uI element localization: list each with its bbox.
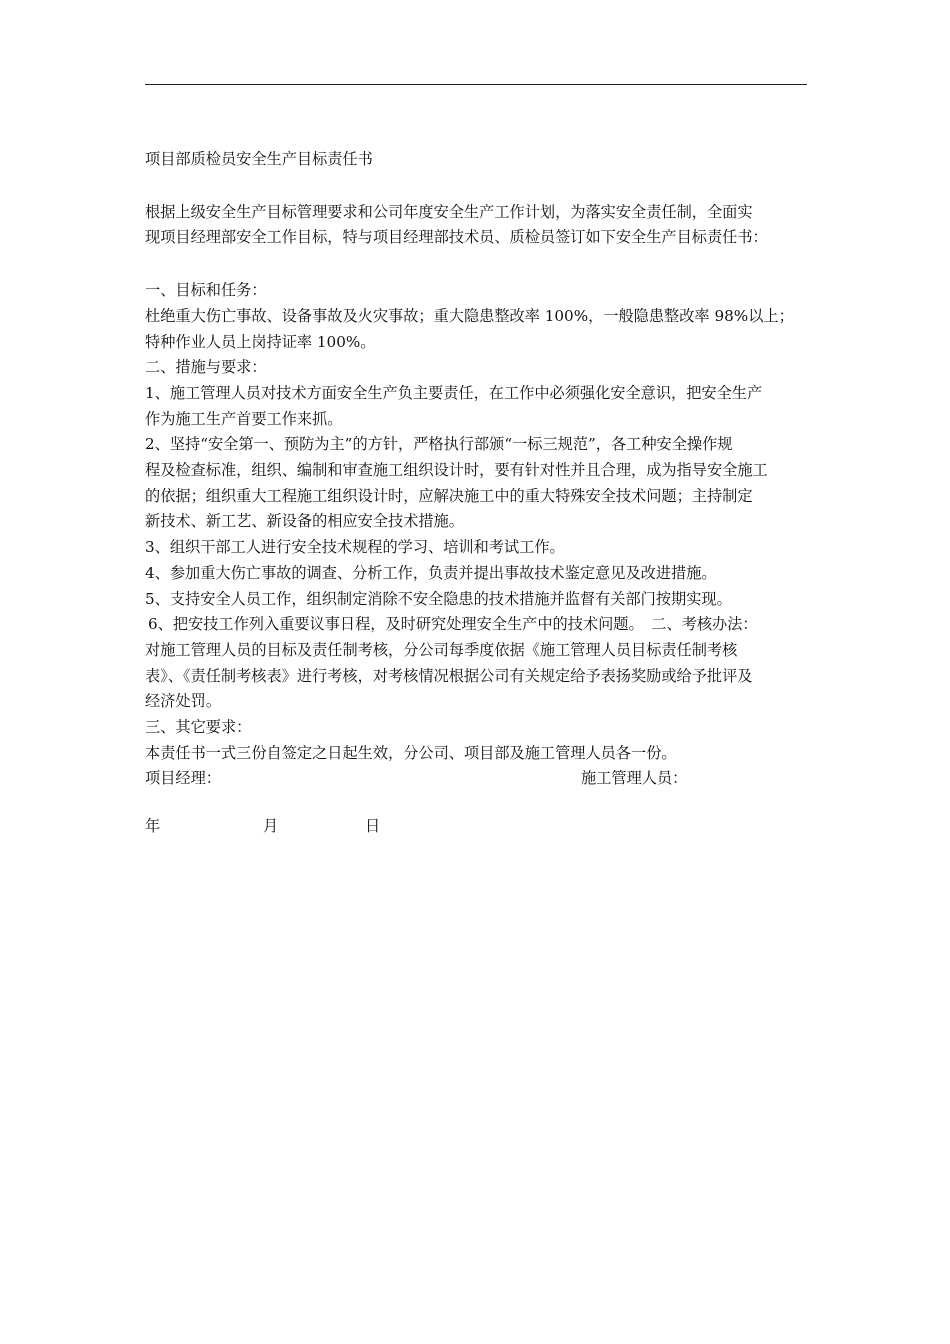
section1-line: 杜绝重大伤亡事故、设备事故及火灾事故；重大隐患整改率 100%，一般隐患整改率 98%以上；	[145, 306, 794, 325]
section1-heading: 一、目标和任务：	[145, 281, 267, 300]
section2-line: 2、坚持“安全第一、预防为主”的方针，严格执行部颁“一标三规范”，各工种安全操作规	[145, 435, 733, 454]
date-month: 月	[263, 817, 279, 836]
signature-project-manager: 项目经理：	[145, 769, 221, 788]
section2-line: 新技术、新工艺、新设备的相应安全技术措施。	[145, 512, 464, 531]
document-body	[145, 147, 813, 840]
intro-line-1: 根据上级安全生产目标管理要求和公司年度安全生产工作计划，为落实安全责任制，全面实	[145, 202, 753, 221]
date-row	[145, 814, 813, 840]
section2-line: 程及检查标准，组织、编制和审查施工组织设计时，要有针对性并且合理，成为指导安全施工	[145, 461, 768, 480]
section2-heading: 二、措施与要求：	[145, 358, 267, 377]
section3-line: 本责任书一式三份自签定之日起生效，分公司、项目部及施工管理人员各一份。	[145, 743, 677, 762]
date-year: 年	[145, 817, 161, 836]
section2-line: 6、把安技工作列入重要议事日程，及时研究处理安全生产中的技术问题。 二、考核办法：	[148, 615, 758, 634]
section1-line: 特种作业人员上岗持证率 100%。	[145, 332, 376, 351]
section2-line: 作为施工生产首要工作来抓。	[145, 409, 343, 428]
section2-line: 经济处罚。	[145, 692, 221, 711]
section2-line: 表》、《责任制考核表》进行考核，对考核情况根据公司有关规定给予表扬奖励或给予批评及	[145, 666, 753, 685]
section2-line: 1、施工管理人员对技术方面安全生产负主要责任，在工作中必须强化安全意识，把安全生产	[145, 383, 763, 402]
signature-row	[145, 766, 813, 792]
section2-line: 4、参加重大伤亡事故的调查、分析工作，负责并提出事故技术鉴定意见及改进措施。	[145, 563, 717, 582]
section2-line: 的依据；组织重大工程施工组织设计时，应解决施工中的重大特殊安全技术问题；主持制定	[145, 486, 753, 505]
section3-heading: 三、其它要求：	[145, 718, 252, 737]
section2-line: 对施工管理人员的目标及责任制考核，分公司每季度依据《施工管理人员目标责任制考核	[145, 640, 738, 659]
date-day: 日	[365, 817, 381, 836]
header-rule	[145, 84, 807, 85]
intro-line-2: 现项目经理部安全工作目标，特与项目经理部技术员、质检员签订如下安全生产目标责任书：	[145, 228, 768, 247]
section2-line: 5、支持安全人员工作，组织制定消除不安全隐患的技术措施并监督有关部门按期实现。	[145, 589, 732, 608]
signature-construction-staff: 施工管理人员：	[581, 769, 688, 788]
document-title: 项目部质检员安全生产目标责任书	[145, 150, 373, 168]
section2-line: 3、组织干部工人进行安全技术规程的学习、培训和考试工作。	[145, 538, 565, 557]
